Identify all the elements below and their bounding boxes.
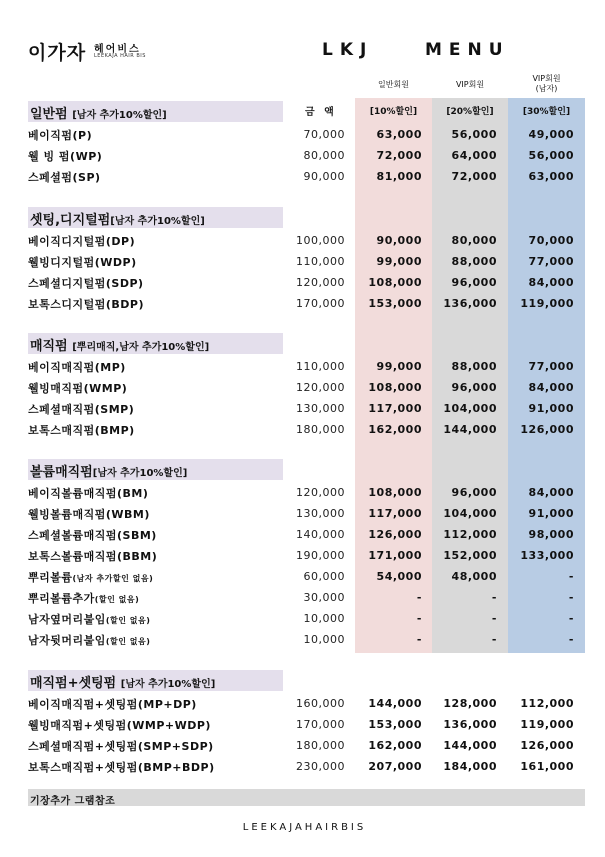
section-header [28, 101, 283, 122]
section-title: 매직펌+셋팅펌 [30, 676, 117, 691]
service-label: 보톡스매직펌(BMP) [28, 424, 135, 437]
service-name [28, 233, 135, 249]
service-label: 베이직디지털펌(DP) [28, 235, 136, 248]
service-label: 남자뒷머리붙임 [28, 634, 106, 647]
price-vip: 112,000 [443, 528, 497, 541]
service-name [28, 548, 157, 564]
footer-note: 기장추가 그램참조 [30, 796, 116, 807]
price-vip: - [491, 612, 497, 625]
section-note: [남자 추가10%할인] [92, 468, 188, 479]
base-price: 60,000 [303, 570, 345, 583]
price-regular: 72,000 [376, 149, 422, 162]
header-tier-vip-male-line1: VIP회원 [532, 74, 561, 83]
logo-sub-text: LEEKAJA HAIR BIS [94, 53, 146, 59]
service-name [28, 611, 150, 627]
base-price: 10,000 [303, 633, 345, 646]
header-discount-10: [10%할인] [369, 107, 418, 117]
price-vip: 56,000 [451, 128, 497, 141]
price-vip-male: 77,000 [528, 255, 574, 268]
table-row [28, 629, 585, 650]
price-regular: 117,000 [368, 402, 422, 415]
section-header [28, 207, 283, 228]
section-note: [남자 추가10%할인] [72, 110, 167, 121]
price-vip: 104,000 [443, 402, 497, 415]
price-vip-male: 119,000 [520, 718, 574, 731]
price-vip: 184,000 [443, 760, 497, 773]
service-label: 베이직매직펌(MP) [28, 361, 126, 374]
table-row [28, 735, 585, 756]
service-label: 보톡스볼륨매직펌(BBM) [28, 550, 158, 563]
price-vip: 136,000 [443, 297, 497, 310]
price-vip: 96,000 [451, 276, 497, 289]
table-row [28, 377, 585, 398]
section-title: 셋팅,디지털펌 [30, 213, 111, 228]
table-row [28, 230, 585, 251]
price-regular: 162,000 [368, 739, 422, 752]
price-regular: 144,000 [368, 697, 422, 710]
table-row [28, 545, 585, 566]
service-name [28, 717, 211, 733]
service-label: 뿌리볼륨 [28, 571, 73, 584]
table-row [28, 145, 585, 166]
price-vip-male: 49,000 [528, 128, 574, 141]
price-vip-male: 91,000 [528, 402, 574, 415]
price-regular: 108,000 [368, 276, 422, 289]
footer-bar [28, 789, 585, 806]
base-price: 140,000 [296, 528, 345, 541]
base-price: 110,000 [296, 360, 345, 373]
base-price: 30,000 [303, 591, 345, 604]
section-note: [남자 추가10%할인] [120, 679, 216, 690]
service-name [28, 401, 134, 417]
table-row [28, 166, 585, 187]
bottom-brand [0, 822, 605, 833]
table-row [28, 272, 585, 293]
base-price: 120,000 [296, 381, 345, 394]
table-row [28, 503, 585, 524]
service-name [28, 632, 150, 648]
service-name [28, 569, 153, 585]
header-discount-20: [20%할인] [446, 107, 494, 117]
service-label: 뿌리볼륨추가 [28, 592, 95, 605]
base-price: 180,000 [296, 423, 345, 436]
service-note: (남자 추가할인 없음) [72, 574, 154, 583]
service-label: 베이직볼륨매직펌(BM) [28, 487, 149, 500]
price-vip-male: 84,000 [528, 486, 574, 499]
price-regular: - [416, 633, 422, 646]
service-name [28, 127, 92, 143]
price-vip: 128,000 [443, 697, 497, 710]
section-note: [남자 추가10%할인] [110, 216, 205, 227]
price-regular: 99,000 [376, 360, 422, 373]
section-title: 매직펌 [30, 339, 68, 354]
service-name [28, 422, 135, 438]
price-regular: 153,000 [368, 718, 422, 731]
price-regular: 54,000 [376, 570, 422, 583]
service-label: 보톡스디지털펌(BDP) [28, 298, 145, 311]
section-title: 볼륨매직펌 [30, 465, 93, 480]
service-name [28, 380, 127, 396]
service-label: 스페셜디지털펌(SDP) [28, 277, 144, 290]
header-discount-30: [30%할인] [522, 107, 571, 117]
service-label: 스페셜매직펌(SMP) [28, 403, 135, 416]
base-price: 230,000 [296, 760, 345, 773]
base-price: 10,000 [303, 612, 345, 625]
price-vip-male: 56,000 [528, 149, 574, 162]
section-title: 일반펌 [30, 107, 68, 122]
price-regular: 90,000 [376, 234, 422, 247]
table-row [28, 756, 585, 777]
price-vip: 64,000 [451, 149, 497, 162]
price-vip-male: 161,000 [520, 760, 574, 773]
table-row [28, 293, 585, 314]
price-vip-male: 84,000 [528, 276, 574, 289]
service-name [28, 169, 101, 185]
table-row [28, 419, 585, 440]
service-note: (할인 없음) [105, 637, 151, 646]
service-note: (할인 없음) [94, 595, 140, 604]
service-name [28, 738, 214, 754]
price-vip-male: 133,000 [520, 549, 574, 562]
price-vip: 104,000 [443, 507, 497, 520]
price-vip: 96,000 [451, 486, 497, 499]
price-regular: - [416, 612, 422, 625]
section-header [28, 670, 283, 691]
base-price: 130,000 [296, 402, 345, 415]
table-row [28, 482, 585, 503]
price-regular: 162,000 [368, 423, 422, 436]
price-vip: 80,000 [451, 234, 497, 247]
price-regular: 207,000 [368, 760, 422, 773]
table-row [28, 524, 585, 545]
price-vip: 144,000 [443, 423, 497, 436]
base-price: 70,000 [303, 128, 345, 141]
service-name [28, 254, 137, 270]
price-regular: 153,000 [368, 297, 422, 310]
base-price: 80,000 [303, 149, 345, 162]
bottom-brand-text: LEEKAJAHAIRBIS [242, 822, 367, 833]
header-tier-vip-male [508, 74, 585, 94]
section-header [28, 459, 283, 480]
price-regular: 81,000 [376, 170, 422, 183]
service-name [28, 759, 215, 775]
service-label: 스페셜볼륨매직펌(SBM) [28, 529, 157, 542]
table-row [28, 608, 585, 629]
service-label: 웰빙디지털펌(WDP) [28, 256, 137, 269]
price-vip-male: - [568, 633, 574, 646]
header-tier-vip: VIP회원 [455, 80, 485, 89]
price-vip: 88,000 [451, 360, 497, 373]
header-price: 금 액 [305, 107, 337, 118]
base-price: 180,000 [296, 739, 345, 752]
service-name [28, 590, 139, 606]
logo-side-text: 헤어비스 [94, 44, 141, 55]
service-label: 웰빙매직펌+셋팅펌(WMP+WDP) [28, 719, 211, 732]
price-regular: 171,000 [368, 549, 422, 562]
price-vip-male: 112,000 [520, 697, 574, 710]
price-vip-male: 126,000 [520, 423, 574, 436]
price-vip-male: 70,000 [528, 234, 574, 247]
service-name [28, 275, 144, 291]
service-name [28, 696, 197, 712]
table-row [28, 566, 585, 587]
service-label: 베이직매직펌+셋팅펌(MP+DP) [28, 698, 197, 711]
price-vip-male: 84,000 [528, 381, 574, 394]
price-regular: 63,000 [376, 128, 422, 141]
price-regular: 108,000 [368, 486, 422, 499]
base-price: 100,000 [296, 234, 345, 247]
service-label: 스페셜매직펌+셋팅펌(SMP+SDP) [28, 740, 214, 753]
base-price: 190,000 [296, 549, 345, 562]
base-price: 110,000 [296, 255, 345, 268]
price-regular: 126,000 [368, 528, 422, 541]
table-row [28, 693, 585, 714]
price-regular: 108,000 [368, 381, 422, 394]
base-price: 130,000 [296, 507, 345, 520]
service-note: (할인 없음) [105, 616, 151, 625]
table-row [28, 587, 585, 608]
price-vip-male: - [568, 591, 574, 604]
service-label: 보톡스매직펌+셋팅펌(BMP+BDP) [28, 761, 215, 774]
service-label: 웰빙매직펌(WMP) [28, 382, 128, 395]
price-vip: - [491, 591, 497, 604]
base-price: 170,000 [296, 297, 345, 310]
price-vip: 136,000 [443, 718, 497, 731]
base-price: 120,000 [296, 276, 345, 289]
price-regular: 99,000 [376, 255, 422, 268]
base-price: 160,000 [296, 697, 345, 710]
price-vip: 152,000 [443, 549, 497, 562]
price-vip-male: 91,000 [528, 507, 574, 520]
base-price: 90,000 [303, 170, 345, 183]
price-regular: 117,000 [368, 507, 422, 520]
service-name [28, 506, 150, 522]
price-vip-male: - [568, 570, 574, 583]
price-vip-male: 126,000 [520, 739, 574, 752]
table-row [28, 356, 585, 377]
price-vip: 144,000 [443, 739, 497, 752]
price-vip-male: 77,000 [528, 360, 574, 373]
page-title: LKJ MENU [322, 40, 510, 60]
table-row [28, 714, 585, 735]
service-name [28, 296, 144, 312]
price-vip-male: - [568, 612, 574, 625]
service-label: 웰빙볼륨매직펌(WBM) [28, 508, 150, 521]
service-label: 웰 빙 펌(WP) [28, 150, 103, 163]
service-name [28, 359, 126, 375]
section-note: [뿌리매직,남자 추가10%할인] [72, 342, 210, 353]
service-label: 남자옆머리붙임 [28, 613, 106, 626]
service-name [28, 527, 157, 543]
price-vip: 88,000 [451, 255, 497, 268]
logo-main-text: 이가자 [28, 42, 87, 64]
service-name [28, 485, 148, 501]
service-name [28, 148, 102, 164]
price-vip: 72,000 [451, 170, 497, 183]
price-regular: - [416, 591, 422, 604]
price-vip: 48,000 [451, 570, 497, 583]
base-price: 120,000 [296, 486, 345, 499]
table-row [28, 398, 585, 419]
price-vip-male: 63,000 [528, 170, 574, 183]
service-label: 베이직펌(P) [28, 129, 93, 142]
header-tier-regular: 일반회원 [378, 80, 409, 89]
section-header [28, 333, 283, 354]
price-vip-male: 119,000 [520, 297, 574, 310]
header-tier-vip-male-line2: (남자) [535, 84, 558, 93]
table-row [28, 251, 585, 272]
price-vip: - [491, 633, 497, 646]
table-row [28, 124, 585, 145]
price-vip-male: 98,000 [528, 528, 574, 541]
base-price: 170,000 [296, 718, 345, 731]
service-label: 스페셜펌(SP) [28, 171, 101, 184]
price-vip: 96,000 [451, 381, 497, 394]
